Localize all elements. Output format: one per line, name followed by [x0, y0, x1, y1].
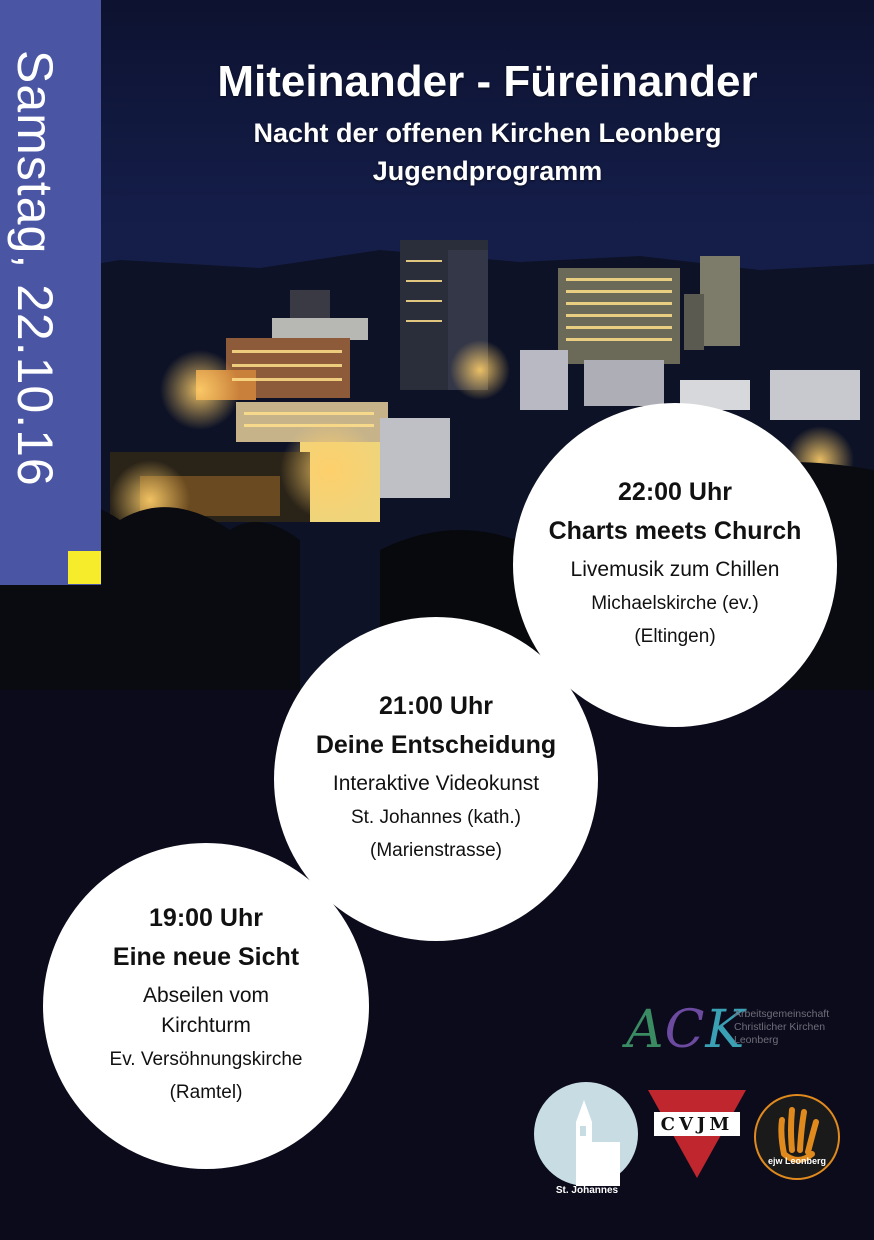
event-description: Interaktive Videokunst — [332, 771, 540, 795]
cvjm-logo — [648, 1090, 746, 1178]
yellow-accent-square — [68, 551, 101, 584]
event-name: Eine neue Sicht — [112, 942, 300, 971]
event-time: 22:00 Uhr — [618, 477, 732, 506]
event-location: Ev. Versöhnungskirche — [109, 1048, 303, 1070]
poster-subtitle: Nacht der offenen Kirchen Leonberg — [253, 118, 722, 148]
cvjm-label: CVJM — [660, 1114, 734, 1135]
ack-description — [734, 1008, 829, 1047]
st-johannes-logo — [528, 1082, 646, 1200]
poster-program-label: Jugendprogramm — [372, 156, 603, 186]
ack-letter-a: A — [626, 1000, 665, 1060]
event-time: 19:00 Uhr — [149, 903, 263, 932]
ejw-leonberg-logo — [754, 1094, 840, 1180]
ack-letter-k: K — [705, 1000, 746, 1060]
church-icon — [528, 1082, 646, 1188]
event-area: (Ramtel) — [169, 1081, 243, 1103]
handprint-icon — [754, 1094, 840, 1180]
ack-line2: Christlicher Kirchen — [734, 1021, 826, 1033]
ack-letter-c: C — [664, 1000, 706, 1060]
date-side-band — [0, 0, 101, 585]
event-area: (Eltingen) — [634, 625, 716, 647]
event-time: 21:00 Uhr — [379, 691, 493, 720]
ack-logo — [626, 1000, 856, 1060]
poster-title: Miteinander - Füreinander — [217, 57, 758, 106]
event-description: Livemusik zum Chillen — [570, 557, 780, 581]
ack-line1: Arbeitsgemeinschaft — [734, 1008, 830, 1020]
ejw-label: ejw Leonberg — [767, 1156, 826, 1166]
event-circle-1900 — [43, 843, 369, 1169]
ack-line3: Leonberg — [734, 1034, 779, 1046]
st-johannes-label: St. Johannes — [555, 1185, 619, 1196]
ack-letters — [626, 1000, 745, 1060]
event-name: Deine Entscheidung — [315, 730, 557, 759]
event-description-line1: Abseilen vom — [142, 983, 270, 1007]
event-location: St. Johannes (kath.) — [350, 806, 522, 828]
event-area: (Marienstrasse) — [370, 839, 502, 861]
event-name: Charts meets Church — [548, 516, 802, 545]
event-date: Samstag, 22.10.16 — [7, 50, 63, 487]
event-description-line2: Kirchturm — [161, 1013, 251, 1037]
event-location: Michaelskirche (ev.) — [591, 592, 759, 614]
